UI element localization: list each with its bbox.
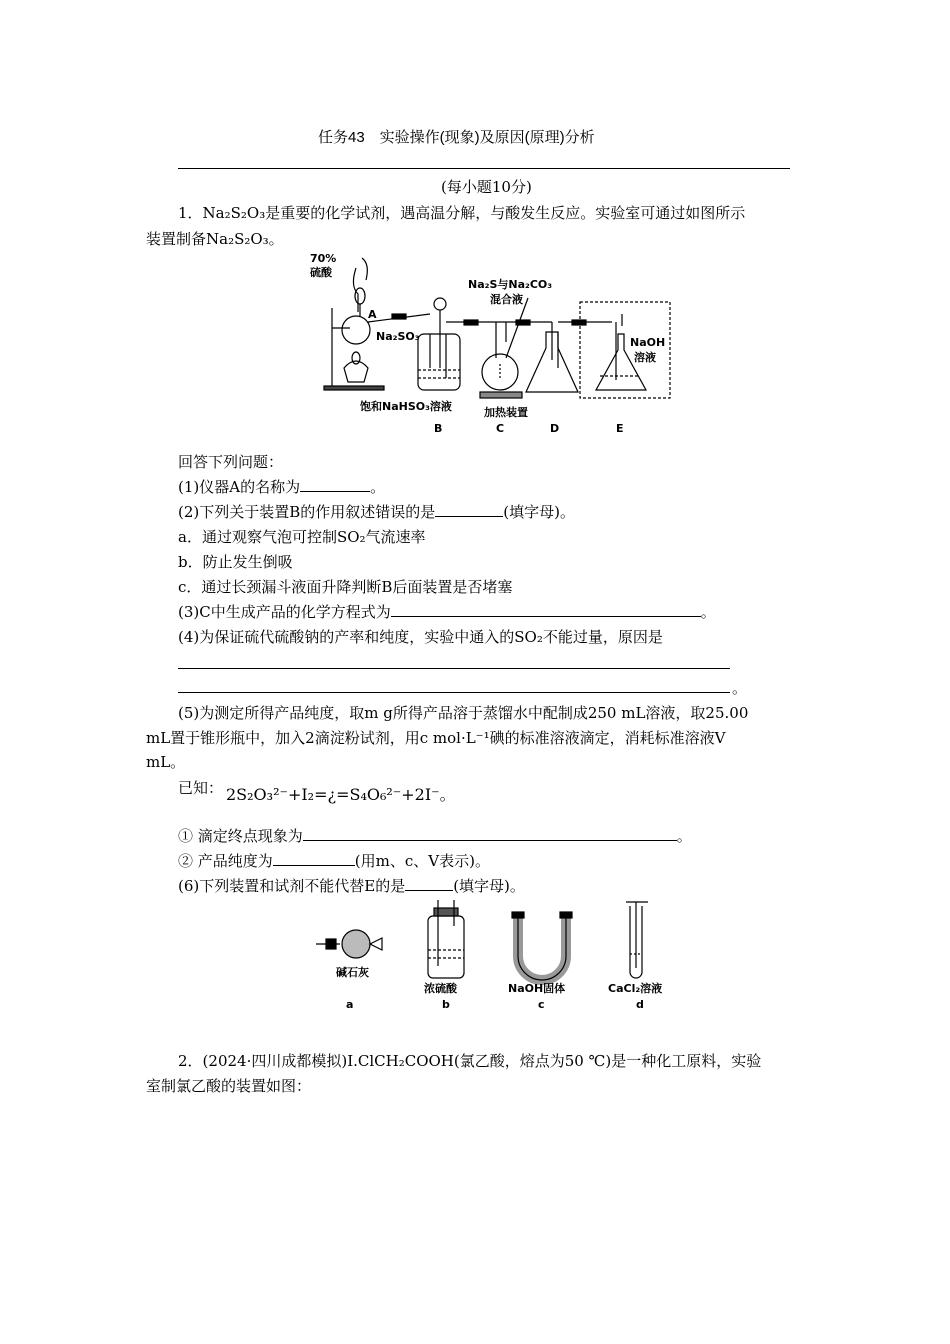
part5-line1: (5)为测定所得产品纯度，取m g所得产品溶于蒸馏水中配制成250 mL溶液，取25.00	[178, 704, 749, 722]
fig1-letter-e: E	[616, 422, 624, 435]
part1-blank[interactable]	[300, 477, 370, 492]
option-c: c．通过长颈漏斗液面升降判断B后面装置是否堵塞	[178, 578, 513, 596]
part4-answer-line2[interactable]	[178, 692, 730, 693]
sub2-text: ② 产品纯度为	[178, 852, 273, 870]
option-a: a．通过观察气泡可控制SO₂气流速率	[178, 528, 426, 546]
option-d-letter: d	[636, 998, 644, 1011]
option-b: b．防止发生倒吸	[178, 553, 293, 571]
part1-text: (1)仪器A的名称为	[178, 478, 301, 496]
sub1-period: 。	[676, 827, 692, 845]
fig1-label-a: A	[368, 308, 377, 321]
known-label: 已知：	[178, 779, 224, 797]
option-c-letter: c	[538, 998, 545, 1011]
part5-line3: mL。	[146, 753, 186, 771]
fig1-letter-c: C	[496, 422, 505, 435]
title-rule	[178, 168, 790, 169]
part4-answer-line1[interactable]	[178, 668, 730, 669]
q1-intro-line2: 装置制备Na₂S₂O₃。	[146, 230, 284, 248]
fig1-naoh-label2: 溶液	[634, 351, 656, 364]
q1-intro-line1: 1．Na₂S₂O₃是重要的化学试剂，遇高温分解，与酸发生反应。实验室可通过如图所示	[178, 204, 746, 222]
part5-line2: mL置于锥形瓶中，加入2滴淀粉试剂，用c mol·L⁻¹碘的标准溶液滴定，消耗标准溶液V	[146, 729, 726, 747]
sub1-blank[interactable]	[303, 826, 677, 841]
fig1-nahso3-label: 饱和NaHSO₃溶液	[360, 400, 452, 413]
sub2-blank[interactable]	[273, 851, 355, 866]
fig1-na2so3: Na₂SO₃	[376, 330, 420, 343]
sub1-text: ① 滴定终点现象为	[178, 827, 303, 845]
part2-suffix: (填字母)。	[503, 503, 575, 521]
sub2	[178, 851, 490, 871]
q2-line1: 2．(2024·四川成都模拟)Ⅰ.ClCH₂COOH(氯乙酸，熔点为50 ℃)是一种化工原料，实验	[178, 1052, 762, 1070]
option-c-name: NaOH固体	[508, 982, 566, 995]
sub2-suffix: (用m、c、V表示)。	[354, 852, 490, 870]
part1-period: 。	[370, 478, 386, 496]
part2-text: (2)下列关于装置B的作用叙述错误的是	[178, 503, 436, 521]
option-a-letter: a	[346, 998, 354, 1011]
score-note: (每小题10分)	[441, 178, 532, 196]
part6-suffix: (填字母)。	[453, 877, 525, 895]
apparatus-figure	[300, 248, 680, 438]
equation: 2S₂O₃²⁻+I₂=¿=S₄O₆²⁻+2I⁻。	[226, 785, 456, 804]
part2-blank[interactable]	[435, 502, 503, 517]
part6-text: (6)下列装置和试剂不能代替E的是	[178, 877, 406, 895]
part3-text: (3)C中生成产品的化学方程式为	[178, 603, 391, 621]
part2	[178, 502, 575, 522]
option-b-name: 浓硫酸	[424, 982, 457, 995]
part4-period: 。	[732, 679, 748, 697]
option-a-name: 碱石灰	[336, 966, 369, 979]
fig1-acid-label: 70%	[310, 252, 337, 265]
answer-prompt: 回答下列问题：	[178, 453, 284, 471]
part1	[178, 477, 385, 497]
part4: (4)为保证硫代硫酸钠的产率和纯度，实验中通入的SO₂不能过量，原因是	[178, 628, 663, 646]
fig1-mix-label2: 混合液	[490, 293, 523, 306]
option-d-name: CaCl₂溶液	[608, 982, 663, 995]
part3-period: 。	[700, 603, 716, 621]
option-b-letter: b	[442, 998, 450, 1011]
sub1	[178, 826, 692, 846]
fig1-letter-d: D	[550, 422, 560, 435]
page-title: 任务43 实验操作(现象)及原因(原理)分析	[318, 129, 595, 146]
part3-blank[interactable]	[391, 602, 701, 617]
fig1-naoh-label1: NaOH	[630, 336, 666, 349]
fig1-letter-b: B	[434, 422, 443, 435]
q2-line2: 室制氯乙酸的装置如图：	[146, 1077, 312, 1095]
options-figure	[306, 896, 686, 1016]
fig1-heat-label: 加热装置	[484, 406, 528, 419]
fig1-mix-label1: Na₂S与Na₂CO₃	[468, 278, 553, 291]
part6-blank[interactable]	[405, 876, 453, 891]
part6	[178, 876, 525, 896]
part3	[178, 602, 716, 622]
fig1-acid-label2: 硫酸	[310, 266, 332, 279]
